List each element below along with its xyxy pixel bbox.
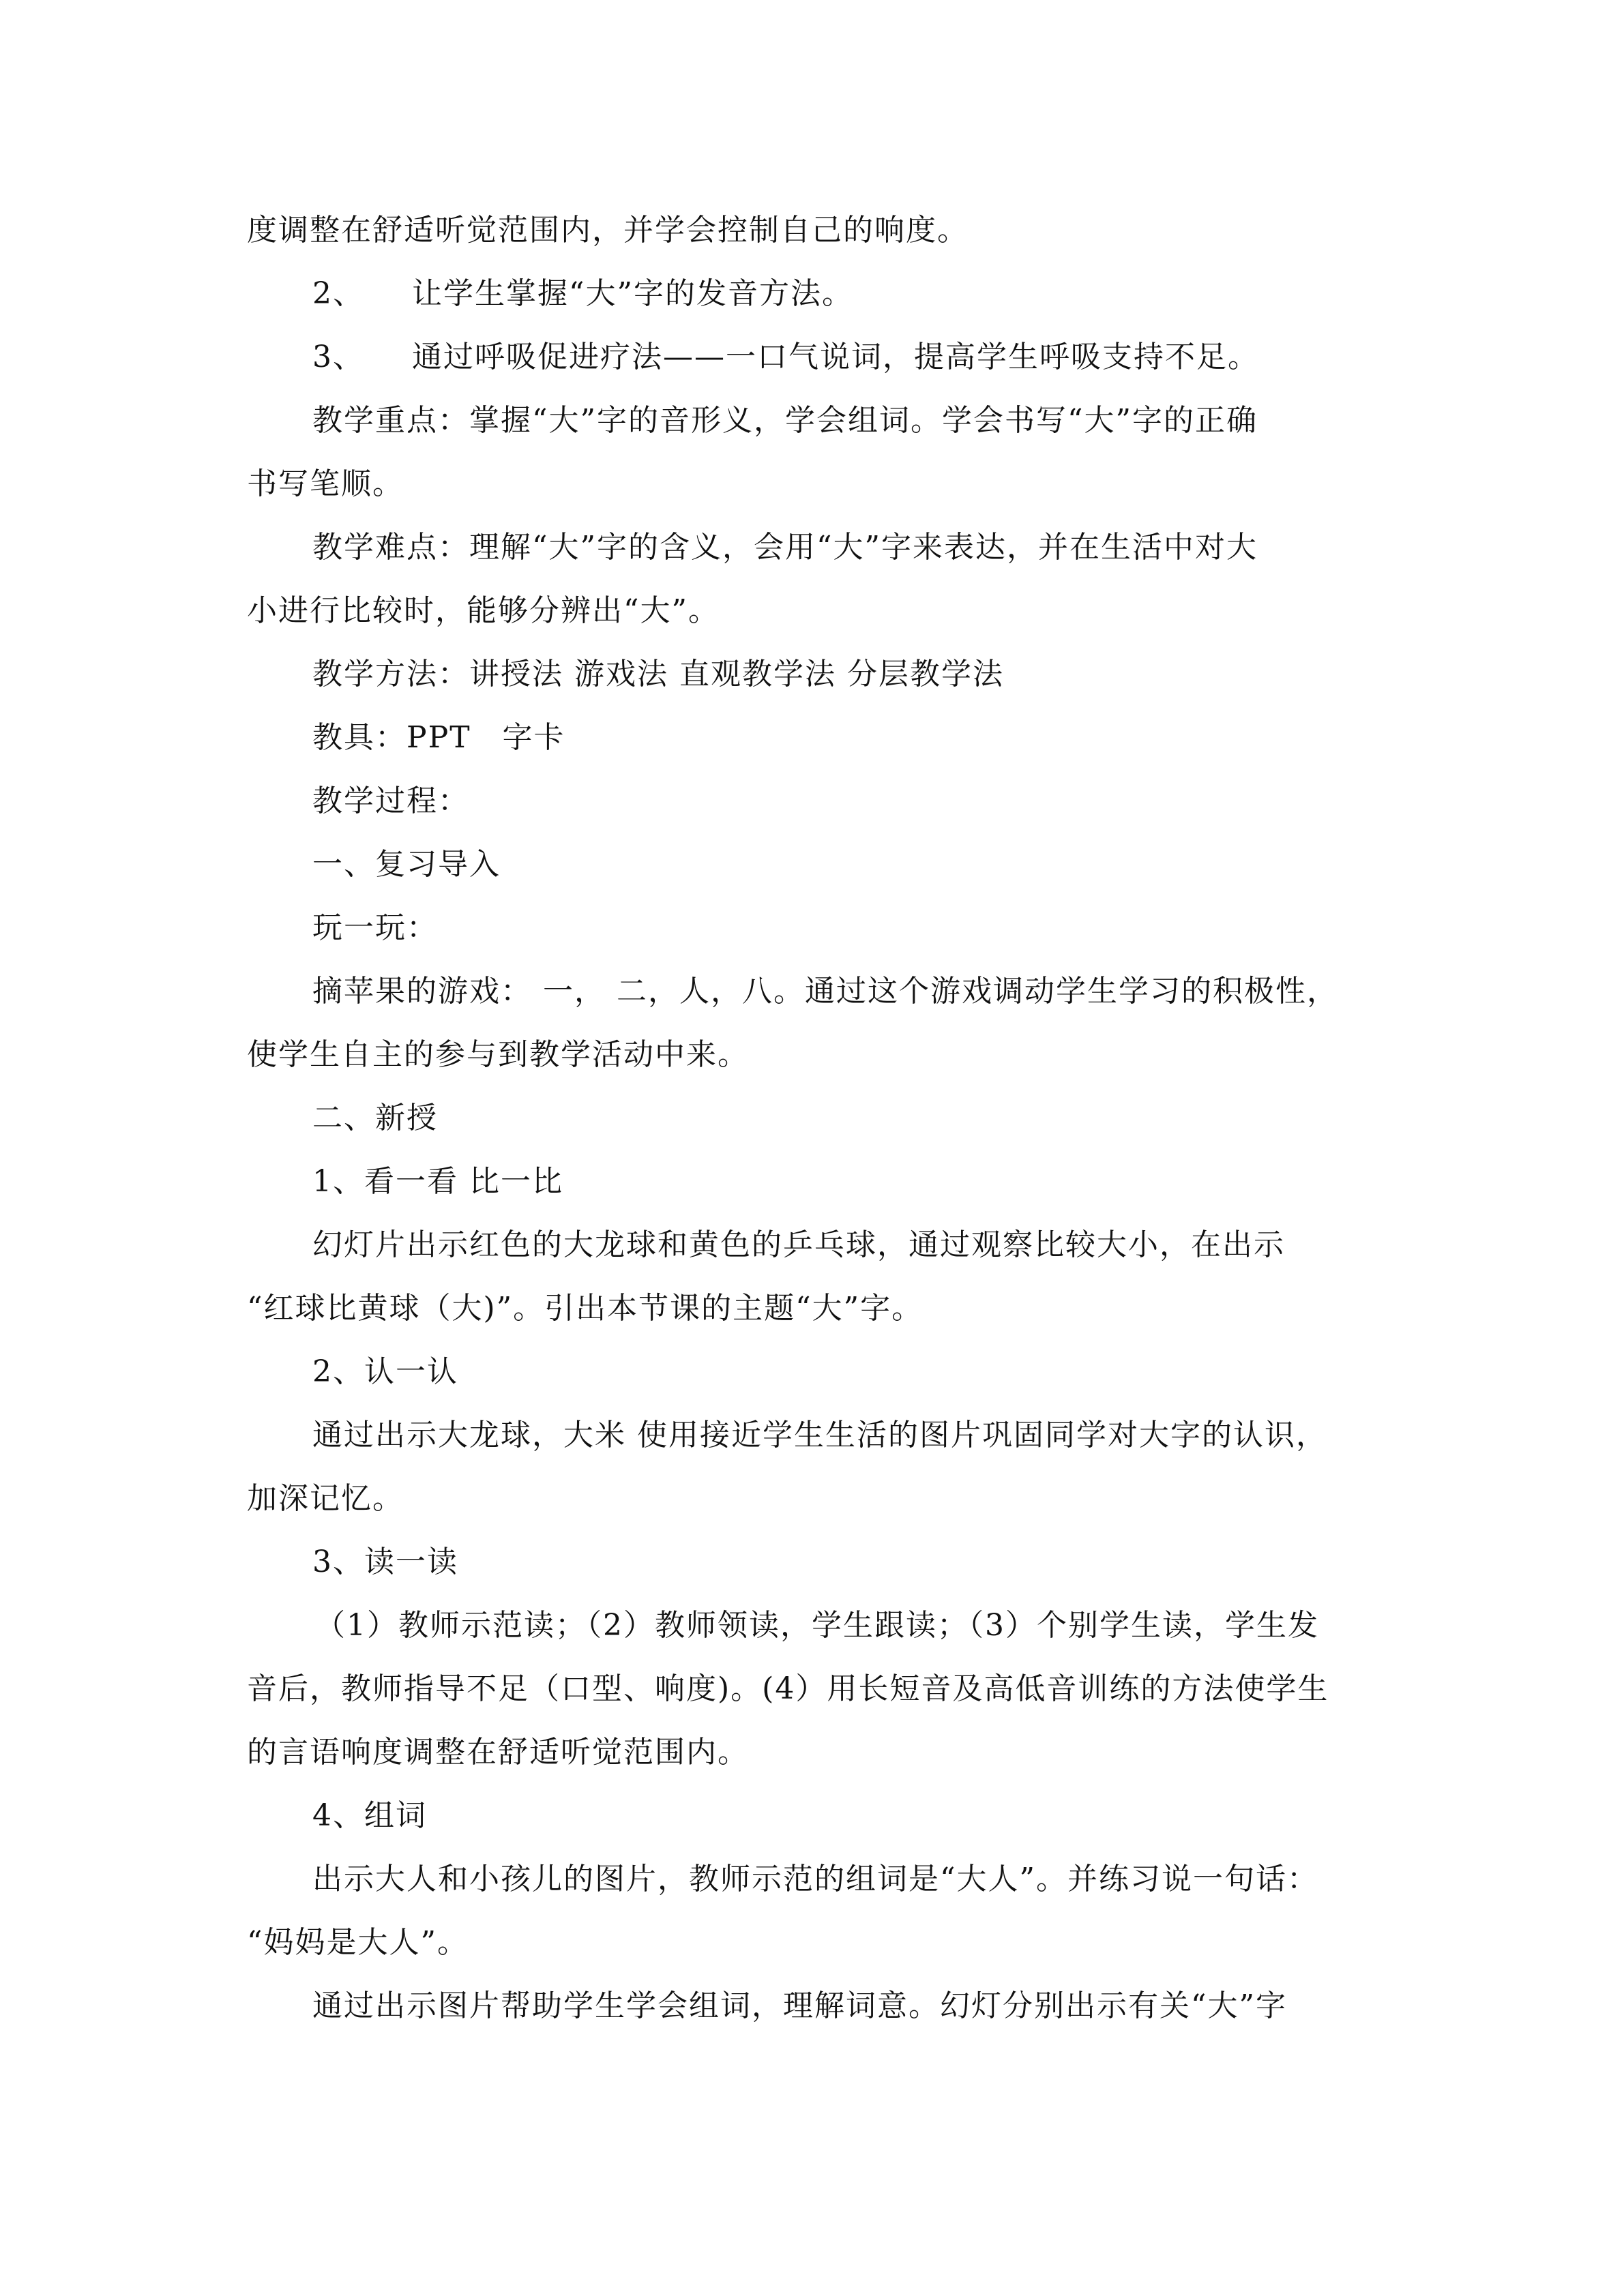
text-line: 一、复习导入 (312, 847, 501, 882)
text-line: 书写笔顺。 (247, 466, 404, 501)
text-line: 小进行比较时，能够分辨出“大”。 (247, 593, 720, 628)
text-line: 通过出示大龙球，大米 使用接近学生生活的图片巩固同学对大字的认识， (312, 1418, 1327, 1452)
text-line: 使学生自主的参与到教学活动中来。 (247, 1037, 749, 1072)
text-line: “红球比黄球（大)”。引出本节课的主题“大”字。 (247, 1291, 924, 1326)
text-line: 玩一玩： (312, 910, 438, 945)
text-line: 幻灯片出示红色的大龙球和黄色的乒乓球，通过观察比较大小，在出示 (312, 1227, 1285, 1262)
text-line: 摘苹果的游戏： 一， 二，人，八。通过这个游戏调动学生学习的积极性， (312, 974, 1338, 1009)
text-line: 1、看一看 比一比 (312, 1164, 563, 1199)
text-line: 二、新授 (312, 1101, 438, 1135)
text-line: 通过出示图片帮助学生学会组词，理解词意。幻灯分别出示有关“大”字 (312, 1988, 1287, 2023)
text-line: 教学方法：讲授法 游戏法 直观教学法 分层教学法 (312, 657, 1004, 691)
text-line: 3、读一读 (312, 1545, 458, 1579)
text-line: 度调整在舒适听觉范围内，并学会控制自己的响度。 (247, 213, 969, 248)
text-line: 2、认一认 (312, 1354, 458, 1389)
text-line: 教具：PPT 字卡 (312, 720, 565, 755)
text-line: 2、 让学生掌握“大”字的发音方法。 (312, 276, 853, 311)
text-line: 教学过程： (312, 784, 469, 818)
text-line: 4、组词 (312, 1798, 427, 1833)
text-line: 音后，教师指导不足（口型、响度)。(4）用长短音及高低音训练的方法使学生 (247, 1671, 1329, 1706)
text-line: 出示大人和小孩儿的图片，教师示范的组词是“大人”。并练习说一句话： (312, 1862, 1318, 1896)
text-line: “妈妈是大人”。 (247, 1925, 469, 1960)
text-line: 教学难点：理解“大”字的含义，会用“大”字来表达，并在生活中对大 (312, 530, 1258, 565)
text-line: 的言语响度调整在舒适听觉范围内。 (247, 1735, 749, 1770)
text-line: （1）教师示范读；（2）教师领读，学生跟读；（3）个别学生读，学生发 (315, 1608, 1319, 1643)
text-line: 教学重点：掌握“大”字的音形义，学会组词。学会书写“大”字的正确 (312, 403, 1258, 438)
text-line: 加深记忆。 (247, 1481, 404, 1516)
text-line: 3、 通过呼吸促进疗法——一口气说词，提高学生呼吸支持不足。 (312, 340, 1259, 374)
